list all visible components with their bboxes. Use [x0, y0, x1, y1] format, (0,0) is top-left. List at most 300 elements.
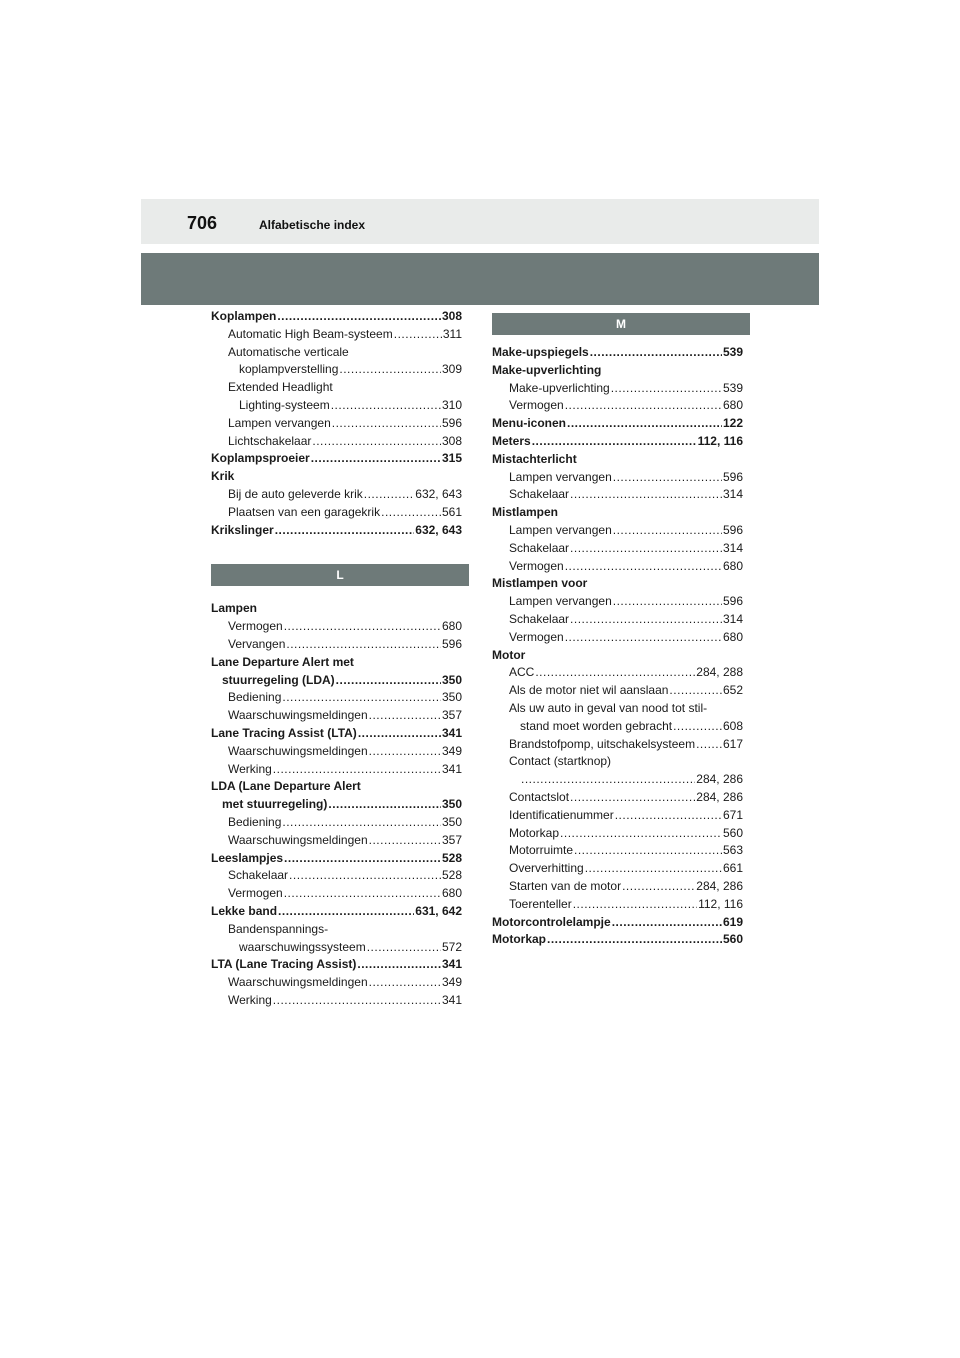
index-sub-entry	[492, 753, 743, 789]
dot-leader	[669, 682, 722, 700]
index-main-entry	[211, 522, 462, 540]
dot-leader	[289, 867, 441, 885]
index-entry-line	[509, 593, 743, 611]
index-entry-text: Lampen vervangen	[509, 594, 612, 609]
index-entry-line	[211, 450, 462, 468]
index-entry-line	[228, 433, 462, 451]
index-entry-page: 315	[441, 451, 462, 466]
index-sub-entry	[492, 736, 743, 754]
index-entry-text: ACC	[509, 665, 535, 680]
index-entry-text: Werking	[228, 761, 272, 776]
index-entry-line	[509, 736, 743, 754]
dot-leader	[282, 814, 441, 832]
index-sub-entry	[211, 689, 462, 707]
index-sub-entry	[211, 636, 462, 654]
index-entry-text: Waarschuwingsmeldingen	[228, 743, 368, 758]
index-sub-entry	[492, 664, 743, 682]
dot-leader	[282, 689, 441, 707]
index-sub-entry	[492, 397, 743, 415]
index-entry-page: 112, 116	[698, 896, 743, 911]
index-entry-text: stand moet worden gebracht	[520, 718, 673, 733]
index-entry-line	[492, 931, 743, 949]
index-entry-line	[509, 611, 743, 629]
index-entry-text: Mistlampen	[492, 505, 559, 520]
index-entry-text: Make-upspiegels	[492, 345, 589, 359]
index-entry-line	[228, 814, 462, 832]
index-main-entry	[492, 415, 743, 433]
dot-leader	[277, 308, 441, 326]
index-entry-text: Mistachterlicht	[492, 451, 577, 466]
letter-header-l: L	[211, 564, 469, 586]
index-entry-text: Menu-iconen	[492, 416, 566, 431]
index-entry-text: Koplampsproeier	[211, 451, 310, 466]
index-entry-page: 617	[722, 736, 743, 751]
index-entry-page: 608	[722, 718, 743, 733]
index-entry-page: 528	[441, 868, 462, 883]
index-entry-page: 314	[722, 540, 743, 555]
index-main-entry	[492, 914, 743, 932]
index-entry-page: 314	[722, 611, 743, 626]
index-entry-text: Lampen vervangen	[228, 415, 331, 430]
index-entry-page: 680	[441, 619, 462, 634]
index-entry-text: Leeslampjes	[211, 850, 284, 865]
index-sub-entry	[492, 380, 743, 398]
index-entry-page: 572	[441, 939, 462, 954]
index-entry-text: Contactslot	[509, 789, 570, 804]
index-entry-line	[228, 689, 462, 707]
index-sub-entry	[492, 878, 743, 896]
dot-leader	[331, 397, 441, 415]
dot-leader	[622, 878, 695, 896]
index-entry-line	[509, 397, 743, 415]
index-entry-page: 596	[722, 469, 743, 484]
index-entry-line	[509, 789, 743, 807]
index-sub-entry	[492, 807, 743, 825]
dot-leader	[358, 725, 441, 743]
dot-leader	[673, 718, 722, 736]
index-entry-text: Schakelaar	[509, 487, 570, 502]
index-column-right	[492, 313, 743, 949]
index-main-entry	[211, 468, 462, 486]
index-entry-line	[509, 807, 743, 825]
index-entry-line	[509, 486, 743, 504]
index-entry-line	[228, 867, 462, 885]
index-entry-page: 652	[722, 683, 743, 698]
dot-leader	[369, 707, 441, 725]
index-entry-page: 314	[722, 487, 743, 502]
index-entry-line	[211, 796, 462, 814]
index-entry-text: Lampen vervangen	[509, 522, 612, 537]
header-band	[141, 253, 819, 305]
index-sub-entry	[211, 974, 462, 992]
index-entry-page: 619	[722, 914, 743, 929]
dot-leader	[311, 450, 441, 468]
index-entry-page: 349	[441, 975, 462, 990]
index-entry-line	[509, 664, 743, 682]
index-sub-entry	[492, 896, 743, 914]
index-entry-text: LTA (Lane Tracing Assist)	[211, 957, 357, 972]
index-entry-text: Mistlampen voor	[492, 576, 588, 591]
dot-leader	[570, 540, 722, 558]
dot-leader	[284, 618, 441, 636]
index-sub-entry	[211, 415, 462, 433]
dot-leader	[339, 361, 441, 379]
index-sub-entry	[492, 540, 743, 558]
index-entry-text: Make-upverlichting	[492, 362, 602, 377]
index-entry-line	[492, 433, 743, 451]
index-entry-page: 539	[722, 345, 743, 359]
index-sub-entry	[211, 832, 462, 850]
index-sub-entry	[492, 860, 743, 878]
index-column-left	[211, 308, 462, 1010]
index-entry-page: 284, 286	[696, 878, 743, 893]
index-entry-text-line1: Bandenspannings-	[228, 921, 329, 936]
index-entry-text: Bediening	[228, 690, 282, 705]
index-entry-line	[509, 682, 743, 700]
index-sub-entry	[492, 842, 743, 860]
dot-leader	[547, 931, 722, 949]
index-main-entry	[492, 451, 743, 469]
index-entry-page: 112, 116	[697, 433, 743, 448]
dot-leader	[573, 896, 697, 914]
index-entry-page: 308	[441, 309, 462, 323]
index-entry-line	[509, 718, 743, 736]
index-entry-line	[228, 743, 462, 761]
index-sub-entry	[211, 504, 462, 522]
dot-leader	[275, 522, 415, 540]
index-entry-page: 596	[441, 636, 462, 651]
index-entry-line	[509, 860, 743, 878]
index-entry-text: Lampen vervangen	[509, 469, 612, 484]
dot-leader	[613, 593, 722, 611]
index-entry-page: 349	[441, 743, 462, 758]
index-sub-entry	[211, 867, 462, 885]
index-entry-line	[228, 326, 462, 344]
index-sub-entry	[211, 761, 462, 779]
dot-leader	[369, 743, 441, 761]
index-entry-page: 350	[441, 672, 462, 687]
index-sub-entry	[492, 593, 743, 611]
index-entry-text: Waarschuwingsmeldingen	[228, 975, 368, 990]
index-sub-entry	[492, 486, 743, 504]
index-entry-page: 311	[442, 326, 462, 341]
dot-leader	[336, 672, 441, 690]
index-entry-page: 357	[441, 832, 462, 847]
index-entry-text-line1: LDA (Lane Departure Alert	[211, 779, 361, 794]
index-sub-entry	[211, 326, 462, 344]
index-sub-entry	[211, 344, 462, 380]
dot-leader	[613, 522, 722, 540]
index-entry-page: 308	[441, 433, 462, 448]
index-entry-line	[509, 825, 743, 843]
dot-leader	[364, 486, 415, 504]
index-entry-text: Meters	[492, 433, 531, 448]
dot-leader	[369, 974, 441, 992]
index-entry-line	[228, 415, 462, 433]
dot-leader	[570, 789, 695, 807]
dot-leader	[570, 611, 722, 629]
dot-leader	[585, 860, 722, 878]
index-entry-line	[211, 672, 462, 690]
index-main-entry	[211, 450, 462, 468]
index-entry-page: 341	[441, 957, 462, 972]
index-entry-page: 680	[722, 398, 743, 413]
index-main-entry	[211, 850, 462, 868]
dot-leader	[613, 469, 722, 487]
index-entry-line	[228, 361, 462, 379]
dot-leader	[535, 664, 695, 682]
index-entry-text-line1: Contact (startknop)	[509, 754, 612, 769]
index-entry-text: waarschuwingssysteem	[239, 939, 366, 954]
index-entry-text: met stuurregeling)	[222, 797, 328, 812]
index-entry-line	[211, 308, 462, 326]
index-entry-line	[492, 914, 743, 932]
index-entry-text: Bij de auto geleverde krik	[228, 486, 363, 501]
index-entry-page: 671	[722, 807, 743, 822]
index-entry-text: Identificatienummer	[509, 807, 614, 822]
index-sub-entry	[211, 743, 462, 761]
index-entry-text-line1: Extended Headlight	[228, 380, 333, 395]
index-entry-page: 528	[441, 850, 462, 865]
index-entry-text: Motor	[492, 647, 526, 662]
page-header	[141, 199, 819, 244]
index-entry-text: Schakelaar	[509, 540, 570, 555]
index-entry-line	[228, 939, 462, 957]
index-entry-page: 357	[441, 708, 462, 723]
dot-leader	[273, 992, 441, 1010]
index-main-entry	[492, 647, 743, 665]
index-entry-line	[509, 380, 743, 398]
index-entry-page: 661	[722, 861, 743, 876]
dot-leader	[284, 850, 441, 868]
index-entry-line	[228, 761, 462, 779]
dot-leader	[284, 885, 441, 903]
index-entry-text: Schakelaar	[509, 611, 570, 626]
index-entry-text: Lampen	[211, 601, 258, 616]
index-entry-text: Als de motor niet wil aanslaan	[509, 683, 669, 698]
index-entry-page: 341	[441, 992, 462, 1007]
index-group-l	[211, 600, 462, 1009]
index-entry-text: Vermogen	[509, 398, 564, 413]
dot-leader	[332, 415, 441, 433]
index-entry-text: stuurregeling (LDA)	[222, 672, 335, 687]
index-entry-page: 341	[441, 725, 462, 740]
dot-leader	[615, 807, 722, 825]
dot-leader	[570, 486, 722, 504]
index-main-entry	[211, 654, 462, 690]
index-entry-line	[509, 842, 743, 860]
index-entry-line	[228, 992, 462, 1010]
index-entry-page: 350	[441, 690, 462, 705]
index-entry-line	[211, 725, 462, 743]
index-main-entry	[492, 433, 743, 451]
dot-leader	[367, 939, 441, 957]
index-sub-entry	[211, 814, 462, 832]
dot-leader	[521, 771, 695, 789]
index-entry-text: Lekke band	[211, 903, 278, 918]
dot-leader	[278, 903, 414, 921]
index-sub-entry	[492, 558, 743, 576]
index-sub-entry	[211, 885, 462, 903]
dot-leader	[394, 326, 442, 344]
index-entry-text: Schakelaar	[228, 868, 289, 883]
index-main-entry	[211, 903, 462, 921]
section-title: Alfabetische index	[259, 218, 366, 232]
index-entry-line	[228, 974, 462, 992]
index-entry-page: 122	[722, 416, 743, 431]
index-main-entry	[492, 504, 743, 522]
index-entry-line	[228, 636, 462, 654]
index-sub-entry	[492, 700, 743, 736]
index-entry-text: Lichtschakelaar	[228, 433, 312, 448]
index-main-entry	[492, 575, 743, 593]
index-sub-entry	[211, 992, 462, 1010]
dot-leader	[611, 380, 722, 398]
index-entry-text: Vermogen	[509, 629, 564, 644]
index-entry-line	[228, 618, 462, 636]
index-entry-text: Krikslinger	[211, 522, 274, 537]
index-entry-text: Waarschuwingsmeldingen	[228, 708, 368, 723]
index-entry-text: Lighting-systeem	[239, 397, 330, 412]
index-entry-page: 596	[722, 594, 743, 609]
index-entry-line	[509, 896, 743, 914]
page-number: 706	[187, 213, 218, 233]
index-entry-text: Motorcontrolelampje	[492, 914, 611, 929]
index-entry-page: 350	[441, 797, 462, 812]
index-entry-text: Waarschuwingsmeldingen	[228, 832, 368, 847]
index-main-entry	[211, 956, 462, 974]
dot-leader	[565, 397, 722, 415]
letter-header-m: M	[492, 313, 750, 335]
dot-leader	[565, 558, 722, 576]
index-entry-line	[509, 629, 743, 647]
dot-leader	[369, 832, 441, 850]
index-entry-text: Automatic High Beam-systeem	[228, 326, 393, 341]
index-entry-page: 284, 288	[696, 665, 743, 680]
dot-leader	[696, 736, 722, 754]
dot-leader	[532, 433, 697, 451]
index-main-entry	[211, 600, 462, 618]
index-entry-line	[211, 522, 462, 540]
index-entry-page: 350	[441, 814, 462, 829]
dot-leader	[590, 344, 722, 362]
index-entry-page: 284, 286	[696, 789, 743, 804]
index-entry-text: Starten van de motor	[509, 878, 622, 893]
index-entry-line	[509, 771, 743, 789]
index-entry-text: Toerenteller	[509, 896, 572, 911]
index-entry-page: 309	[441, 362, 462, 377]
index-main-entry	[492, 362, 743, 380]
index-entry-page: 560	[722, 932, 743, 947]
index-entry-text: Motorkap	[509, 825, 560, 840]
index-main-entry	[211, 725, 462, 743]
index-entry-line	[509, 469, 743, 487]
index-entry-text: Make-upverlichting	[509, 380, 610, 395]
index-entry-line	[509, 540, 743, 558]
index-sub-entry	[211, 486, 462, 504]
dot-leader	[328, 796, 441, 814]
index-entry-text: Vermogen	[228, 886, 283, 901]
index-entry-text: Koplampen	[211, 309, 277, 323]
index-main-entry	[211, 308, 462, 326]
index-entry-page: 632, 643	[415, 486, 462, 501]
index-entry-text: Oververhitting	[509, 861, 584, 876]
dot-leader	[565, 629, 722, 647]
index-entry-line	[228, 707, 462, 725]
index-sub-entry	[492, 789, 743, 807]
index-entry-text: Krik	[211, 469, 235, 484]
index-entry-page: 539	[722, 380, 743, 395]
index-entry-text: Vermogen	[228, 619, 283, 634]
index-entry-line	[492, 344, 743, 362]
index-entry-text: Vermogen	[509, 558, 564, 573]
index-entry-line	[228, 397, 462, 415]
dot-leader	[612, 914, 722, 932]
index-entry-line	[509, 878, 743, 896]
index-entry-page: 596	[722, 522, 743, 537]
index-entry-page: 631, 642	[415, 903, 462, 918]
index-entry-line	[228, 832, 462, 850]
index-entry-page: 561	[441, 504, 462, 519]
dot-leader	[560, 825, 722, 843]
index-group-k	[211, 308, 462, 539]
index-sub-entry	[492, 629, 743, 647]
index-main-entry	[211, 778, 462, 814]
index-entry-text-line1: Lane Departure Alert met	[211, 654, 354, 669]
index-main-entry	[492, 344, 743, 362]
index-entry-text: Plaatsen van een garagekrik	[228, 504, 381, 519]
index-entry-text: koplampverstelling	[239, 362, 339, 377]
index-entry-line	[509, 558, 743, 576]
index-entry-line	[228, 885, 462, 903]
dot-leader	[381, 504, 441, 522]
index-entry-text-line1: Automatische verticale	[228, 344, 349, 359]
index-sub-entry	[492, 682, 743, 700]
index-entry-page: 341	[441, 761, 462, 776]
dot-leader	[357, 956, 441, 974]
index-entry-line	[492, 415, 743, 433]
index-entry-page: 680	[441, 886, 462, 901]
index-sub-entry	[211, 921, 462, 957]
index-entry-page: 560	[722, 825, 743, 840]
index-main-entry	[492, 931, 743, 949]
index-sub-entry	[211, 707, 462, 725]
index-sub-entry	[211, 618, 462, 636]
index-entry-line	[211, 956, 462, 974]
dot-leader	[567, 415, 722, 433]
index-entry-line	[211, 850, 462, 868]
index-entry-text: Werking	[228, 992, 272, 1007]
index-entry-text: Bediening	[228, 814, 282, 829]
dot-leader	[312, 433, 441, 451]
index-entry-line	[509, 522, 743, 540]
index-entry-text: Lane Tracing Assist (LTA)	[211, 725, 357, 740]
index-entry-page: 596	[441, 415, 462, 430]
index-entry-line	[228, 486, 462, 504]
index-sub-entry	[492, 825, 743, 843]
index-sub-entry	[211, 433, 462, 451]
index-entry-line	[211, 903, 462, 921]
index-entry-text: Vervangen	[228, 636, 286, 651]
dot-leader	[574, 842, 722, 860]
index-entry-text-line1: Als uw auto in geval van nood tot stil-	[509, 700, 708, 715]
index-sub-entry	[492, 611, 743, 629]
index-entry-page: 563	[722, 843, 743, 858]
dot-leader	[286, 636, 441, 654]
index-entry-page: 680	[722, 558, 743, 573]
dot-leader	[273, 761, 441, 779]
index-group-m	[492, 344, 743, 949]
